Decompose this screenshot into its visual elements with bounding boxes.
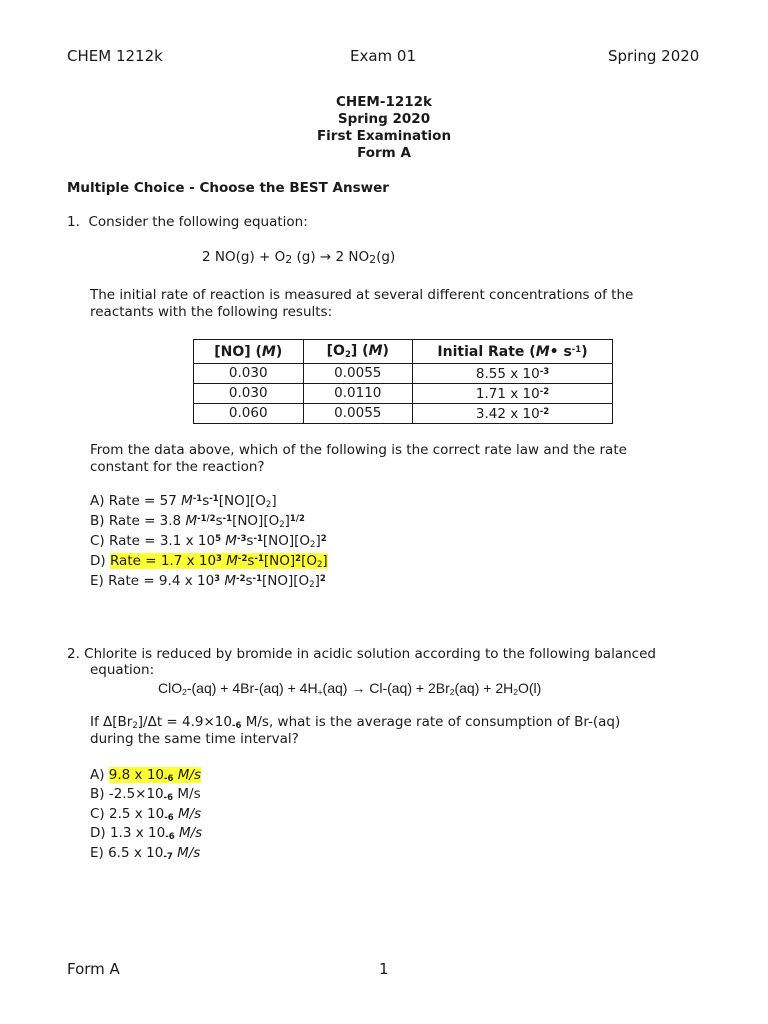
- table-cell: 8.55 x $10^{-3}$: [413, 364, 613, 384]
- title-form: Form A: [357, 145, 411, 161]
- table-row: [194, 404, 613, 424]
- q2-option-b: B) $-2.5\times 10_{-6}$ M/s: [90, 786, 201, 803]
- q2-option-d: D) 1.3 x $10_{-6}$ M/s: [90, 825, 203, 842]
- table-cell: 1.71 x $10^{-2}$: [413, 384, 613, 404]
- answer-highlight: 9.8 x $10_{-6}$ M/s: [108, 767, 202, 784]
- q2-option-c: C) 2.5 x $10_{-6}$ M/s: [90, 806, 202, 823]
- table-cell: 3.42 x $10^{-2}$: [413, 404, 613, 424]
- q1-equation: 2 $NO(g) + O_2$ (g) → 2 $NO_2(g)$: [202, 249, 396, 266]
- q1-question: From the data above, which of the following is the correct rate law and the rate constant for the reaction?: [90, 442, 627, 475]
- table-cell: 0.0110: [303, 384, 413, 404]
- table-row: [194, 364, 613, 384]
- header-course: CHEM 1212k: [67, 47, 163, 65]
- q1-stem: [67, 214, 308, 230]
- q1-number: 1.: [67, 214, 80, 230]
- table-cell: 0.030: [194, 364, 304, 384]
- table-cell: 0.0055: [303, 404, 413, 424]
- footer-form: Form A: [67, 960, 120, 978]
- q2-equation: $ClO_2-(aq) + 4Br-(aq) + 4H_+(aq) \to Cl-(aq) + 2Br_2(aq) + 2H_2O(l)$: [158, 680, 542, 697]
- q2-question-line2: during the same time interval?: [90, 731, 299, 747]
- table-header-row: [194, 340, 613, 364]
- q1-option-d: D) Rate = 1.7 x $10^3$ $M^{-2}s^{-1}[NO]^2[O_2]$: [90, 553, 328, 570]
- header-exam: Exam 01: [350, 47, 417, 65]
- title-course: CHEM-1212k: [335, 94, 433, 110]
- q1-option-c: C) Rate = 3.1 x $10^5$ $M^{-3}s^{-1}[NO][O_2]^2$: [90, 533, 327, 550]
- header-term: Spring 2020: [608, 47, 700, 65]
- q1-option-e: E) Rate = 9.4 x $10^3$ $M^{-2}s^{-1}[NO][O_2]^2$: [90, 573, 326, 590]
- rate-data-table: [193, 339, 613, 424]
- q2-stem-line2: equation:: [90, 662, 155, 678]
- section-heading: Multiple Choice - Choose the BEST Answer: [67, 180, 389, 196]
- answer-highlight: Rate = 1.7 x $10^3$ $M^{-2}s^{-1}[NO]^2[O_2]$: [109, 553, 328, 570]
- q1-option-a: A) Rate = 57 $M^{-1}s^{-1}[NO][O_2]$: [90, 493, 277, 510]
- header-initial-rate: Initial Rate (M• $s^{-1}$): [413, 340, 613, 364]
- title-term: Spring 2020: [337, 111, 431, 127]
- table-cell: 0.0055: [303, 364, 413, 384]
- table-cell: 0.060: [194, 404, 304, 424]
- header-no-conc: [NO] (M): [194, 340, 304, 364]
- header-o2-conc: $[O_2]$ (M): [303, 340, 413, 364]
- q2-option-a: A) 9.8 x $10_{-6}$ M/s: [90, 767, 202, 784]
- q2-option-e: E) 6.5 x $10_{-7}$ M/s: [90, 845, 201, 862]
- q1-option-b: B) Rate = 3.8 $M^{-1/2}s^{-1}[NO][O_2]^{1/2}$: [90, 513, 305, 530]
- table-row: [194, 384, 613, 404]
- title-exam: First Examination: [316, 128, 452, 144]
- q1-stem-text: Consider the following equation:: [88, 214, 308, 230]
- table-cell: 0.030: [194, 384, 304, 404]
- q2-question-line1: If $\Delta[Br_2]/\Delta t = 4.9\times 10_{-6}$ M/s, what is the average rate of consumption of Br-(aq): [90, 714, 621, 731]
- page-number: 1: [379, 960, 389, 978]
- q2-stem-line1: 2. Chlorite is reduced by bromide in acidic solution according to the following balanced: [67, 646, 656, 662]
- q1-intro: The initial rate of reaction is measured at several different concentrations of the reactants with the following results:: [90, 287, 634, 320]
